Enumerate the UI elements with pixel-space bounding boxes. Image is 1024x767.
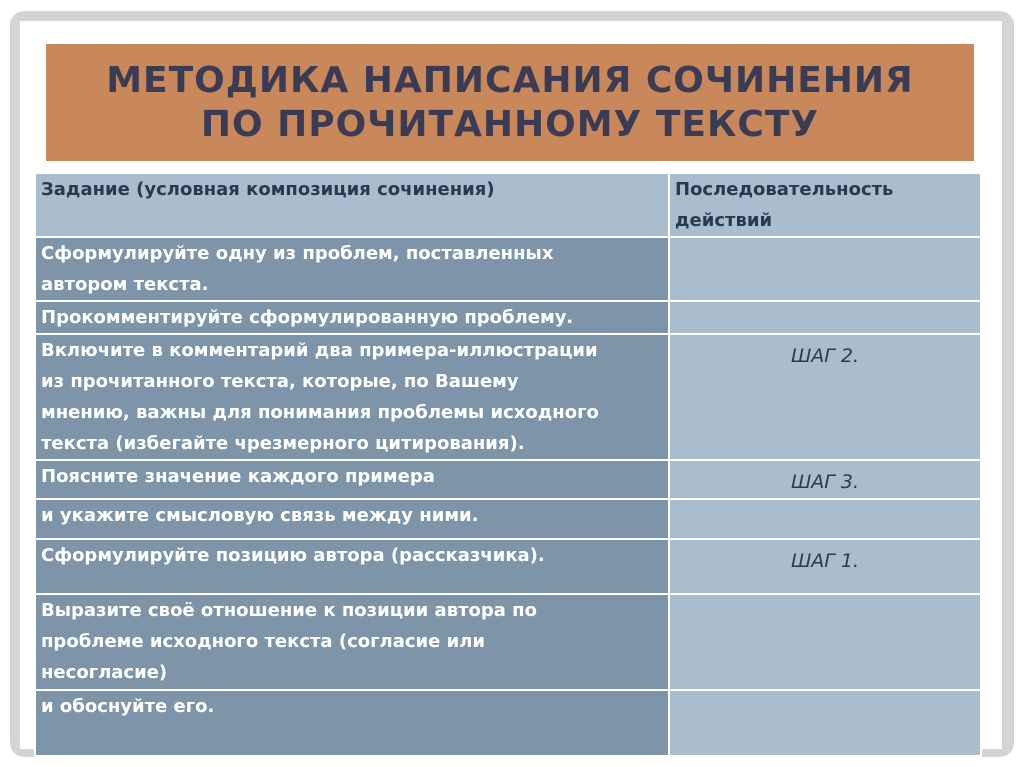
table-row: [35, 690, 981, 756]
step-cell: ШАГ 2.: [669, 334, 981, 460]
header-task-label: Задание (условная композиция сочинения): [41, 179, 495, 200]
task-cell: [35, 690, 669, 756]
table-header-row: [35, 173, 981, 237]
task-cell: [35, 499, 669, 539]
task-cell: [35, 539, 669, 594]
task-text: Выразите своё отношение к позиции автора по: [41, 600, 537, 621]
header-sequence-label-2: действий: [675, 210, 773, 231]
task-text: Прокомментируйте сформулированную проблему.: [41, 307, 574, 328]
task-text: несогласие): [41, 662, 168, 683]
task-text: текста (избегайте чрезмерного цитирования).: [41, 433, 525, 454]
slide: [20, 21, 1002, 749]
step-cell: ШАГ 1.: [669, 539, 981, 594]
header-sequence-label-1: Последовательность: [675, 179, 894, 200]
step-cell: [669, 690, 981, 756]
task-text: проблеме исходного текста (согласие или: [41, 631, 486, 652]
task-text: и обоснуйте его.: [41, 696, 215, 717]
step-cell: ШАГ 3.: [669, 460, 981, 499]
title-line-2: ПО ПРОЧИТАННОМУ ТЕКСТУ: [200, 103, 820, 145]
task-cell: [35, 594, 669, 690]
task-text: Поясните значение каждого примера: [41, 466, 435, 487]
table-row: [35, 301, 981, 334]
task-text: Сформулируйте позицию автора (рассказчика).: [41, 545, 545, 566]
table-row: [35, 237, 981, 301]
task-cell: [35, 460, 669, 499]
task-text: и укажите смысловую связь между ними.: [41, 505, 479, 526]
table-row: [35, 594, 981, 690]
step-cell: [669, 594, 981, 690]
title-banner: [46, 44, 974, 161]
table-row: [35, 334, 981, 460]
task-cell: [35, 301, 669, 334]
task-text: Сформулируйте одну из проблем, поставленных: [41, 243, 554, 264]
table-row: [35, 460, 981, 499]
task-text: мнению, важны для понимания проблемы исходного: [41, 402, 599, 423]
table-row: [35, 539, 981, 594]
step-cell: [669, 301, 981, 334]
header-task-cell: [35, 173, 669, 237]
task-text: из прочитанного текста, которые, по Вашему: [41, 371, 519, 392]
method-table: [34, 172, 982, 757]
title-line-1: МЕТОДИКА НАПИСАНИЯ СОЧИНЕНИЯ: [106, 59, 914, 101]
task-text: Включите в комментарий два примера-иллюстрации: [41, 340, 598, 361]
task-cell: [35, 237, 669, 301]
step-cell: [669, 499, 981, 539]
step-cell: [669, 237, 981, 301]
table-row: [35, 499, 981, 539]
header-sequence-cell: [669, 173, 981, 237]
task-cell: [35, 334, 669, 460]
task-text: автором текста.: [41, 274, 209, 295]
